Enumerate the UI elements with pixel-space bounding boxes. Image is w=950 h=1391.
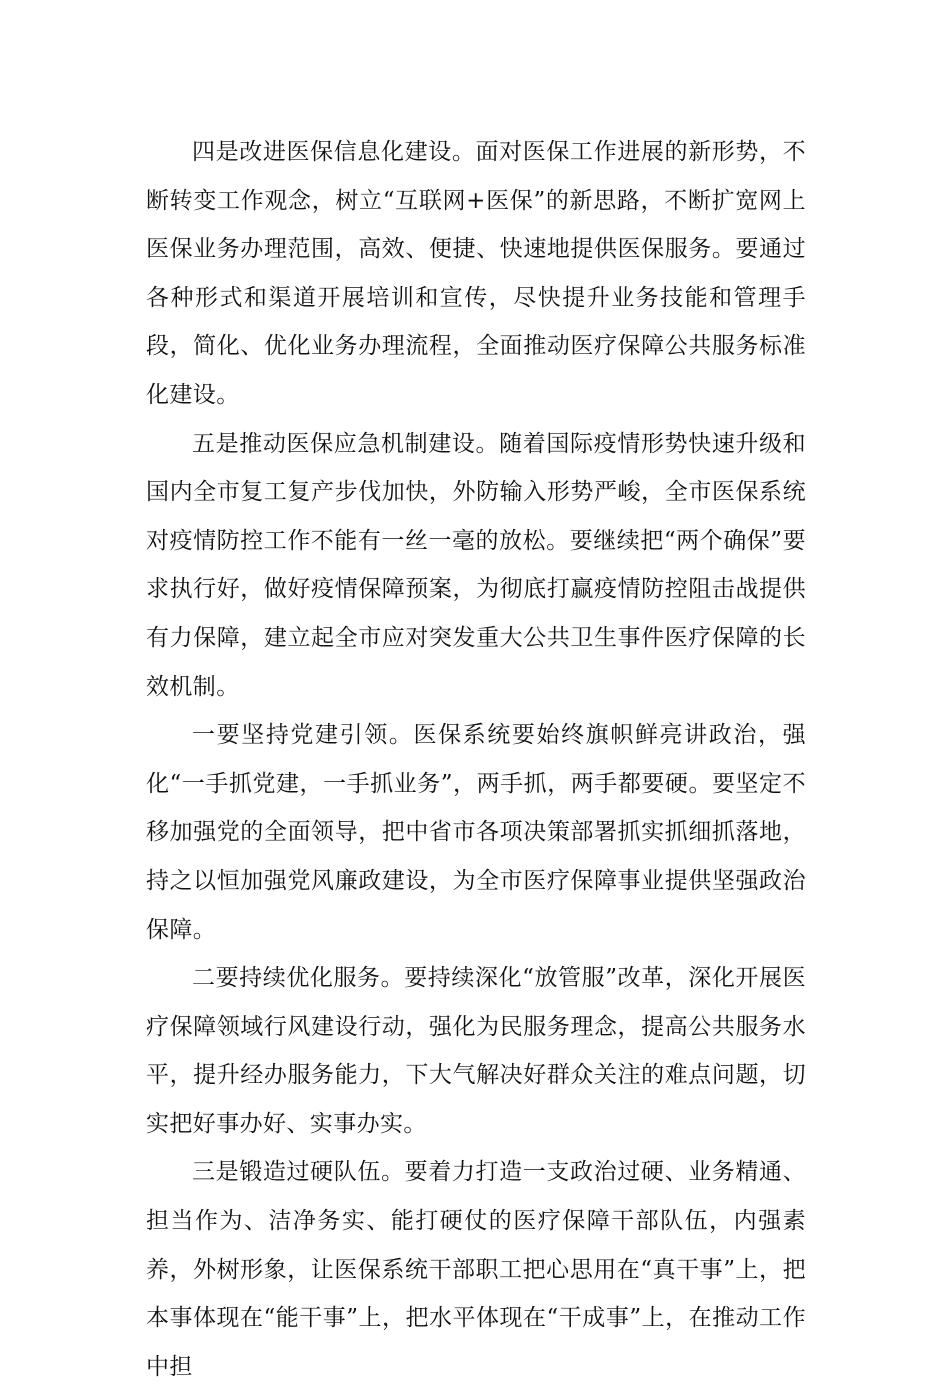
paragraph-information-construction: 四是改进医保信息化建设。面对医保工作进展的新形势，不断转变工作观念，树立“互联网+医保”的新思路，不断扩宽网上医保业务办理范围，高效、便捷、快速地提供医保服务。要通过各种形式和渠道开展培训和宣传，尽快提升业务技能和管理手段，简化、优化业务办理流程，全面推动医疗保障公共服务标准化建设。: [146, 139, 806, 408]
paragraph-emergency-mechanism: 五是推动医保应急机制建设。随着国际疫情形势快速升级和国内全市复工复产步伐加快，外防输入形势严峻，全市医保系统对疫情防控工作不能有一丝一毫的放松。要继续把“两个确保”要求执行好，做好疫情保障预案，为彻底打赢疫情防控阻击战提供有力保障，建立起全市应对突发重大公共卫生事件医疗保障的长效机制。: [146, 430, 806, 700]
paragraph-optimize-service: 二要持续优化服务。要持续深化“放管服”改革，深化开展医疗保障领域行风建设行动，强化为民服务理念，提高公共服务水平，提升经办服务能力，下大气解决好群众关注的难点问题，切实把好事办好、实事办实。: [146, 965, 806, 1137]
paragraph-party-building: 一要坚持党建引领。医保系统要始终旗帜鲜亮讲政治，强化“一手抓党建，一手抓业务”，两手抓，两手都要硬。要坚定不移加强党的全面领导，把中省市各项决策部署抓实抓细抓落地，持之以恒加强党风廉政建设，为全市医疗保障事业提供坚强政治保障。: [146, 722, 806, 943]
document-body: [146, 128, 806, 1391]
paragraph-build-team: 三是锻造过硬队伍。要着力打造一支政治过硬、业务精通、担当作为、洁净务实、能打硬仗的医疗保障干部队伍，内强素养，外树形象，让医保系统干部职工把心思用在“真干事”上，把本事体现在“能干事”上，把水平体现在“干成事”上，在推动工作中担: [146, 1159, 806, 1380]
